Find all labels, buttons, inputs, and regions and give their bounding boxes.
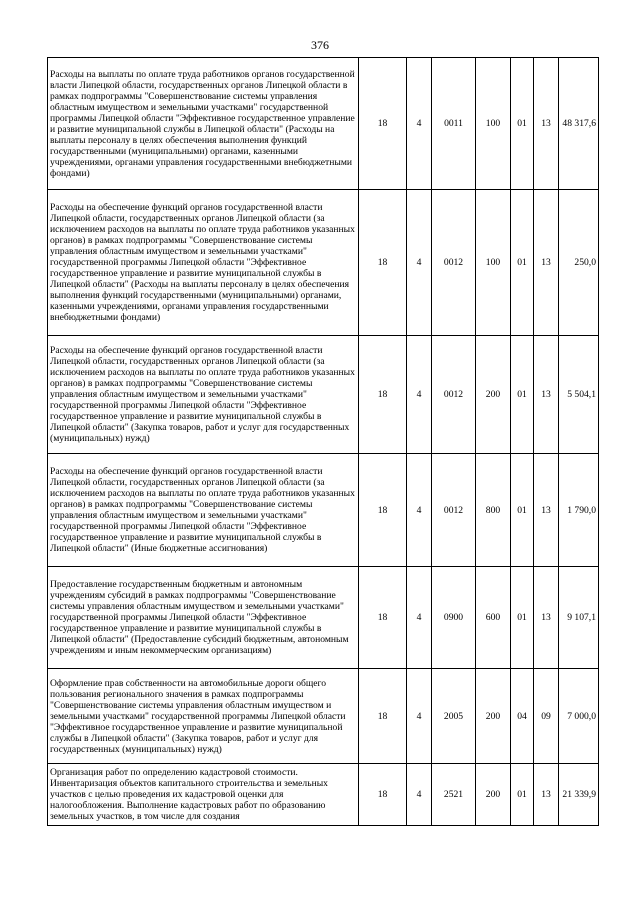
cell-subsection: 13 [534,454,559,567]
cell-expense-type: 200 [476,764,511,826]
cell-subsection: 13 [534,567,559,669]
table-row [48,336,599,454]
cell-target-article: 2521 [432,764,476,826]
cell-code-1: 18 [359,764,407,826]
cell-expense-type: 200 [476,669,511,764]
cell-code-1: 18 [359,58,407,190]
cell-target-article: 0012 [432,190,476,336]
row-description: Расходы на обеспечение функций органов государственной власти Липецкой области, государственных органов Липецкой области (за исключением расходов на выплаты по оплате труда работников указанных органов) в рамках подпрограммы "Совершенствование системы управления областным имуществом и земельными участками" государственной программы Липецкой области "Эффективное государственное управление и развитие муниципальной службы в Липецкой области" (Закупка товаров, работ и услуг для государственных (муниципальных) нужд) [48,336,359,454]
cell-code-1: 18 [359,567,407,669]
cell-target-article: 0011 [432,58,476,190]
table-row [48,764,599,826]
row-description: Предоставление государственным бюджетным и автономным учреждениям субсидий в рамках подпрограммы "Совершенствование системы управления областным имуществом и земельными участками" государственной программы Липецкой области "Эффективное государственное управление и развитие муниципальной службы в Липецкой области" (Предоставление субсидий бюджетным, автономным учреждениям и иным некоммерческим организациям) [48,567,359,669]
cell-amount: 250,0 [559,190,599,336]
cell-code-1: 18 [359,336,407,454]
cell-expense-type: 600 [476,567,511,669]
cell-subsection: 13 [534,58,559,190]
cell-expense-type: 800 [476,454,511,567]
cell-section: 01 [511,58,534,190]
cell-subsection: 09 [534,669,559,764]
budget-table [47,57,599,826]
row-description: Расходы на выплаты по оплате труда работников органов государственной власти Липецкой области, государственных органов Липецкой области в рамках подпрограммы "Совершенствование системы управления областным имуществом и земельными участками" государственной программы Липецкой области "Эффективное государственное управление и развитие муниципальной службы в Липецкой области" (Расходы на выплаты персоналу в целях обеспечения выполнения функций государственными (муниципальными) органами, казенными учреждениями, органами управления государственными внебюджетными фондами) [48,58,359,190]
cell-section: 04 [511,669,534,764]
cell-target-article: 0012 [432,454,476,567]
row-description: Расходы на обеспечение функций органов государственной власти Липецкой области, государственных органов Липецкой области (за исключением расходов на выплаты по оплате труда работников указанных органов) в рамках подпрограммы "Совершенствование системы управления областным имуществом и земельными участками" государственной программы Липецкой области "Эффективное государственное управление и развитие муниципальной службы в Липецкой области" (Расходы на выплаты персоналу в целях обеспечения выполнения функций государственными (муниципальными) органами, казенными учреждениями, органами управления государственными внебюджетными фондами) [48,190,359,336]
cell-code-2: 4 [407,58,432,190]
row-description: Организация работ по определению кадастровой стоимости. Инвентаризация объектов капитального строительства и земельных участков с целью проведения их кадастровой оценки для налогообложения. Выполнение кадастровых работ по образованию земельных участков, в том числе для создания [48,764,359,826]
cell-amount: 21 339,9 [559,764,599,826]
cell-expense-type: 100 [476,58,511,190]
cell-code-2: 4 [407,336,432,454]
cell-code-2: 4 [407,567,432,669]
cell-section: 01 [511,764,534,826]
cell-code-2: 4 [407,190,432,336]
cell-target-article: 0900 [432,567,476,669]
cell-target-article: 2005 [432,669,476,764]
cell-expense-type: 100 [476,190,511,336]
cell-subsection: 13 [534,336,559,454]
table-row [48,567,599,669]
cell-amount: 9 107,1 [559,567,599,669]
cell-code-1: 18 [359,454,407,567]
table-row [48,190,599,336]
cell-section: 01 [511,336,534,454]
cell-code-1: 18 [359,190,407,336]
table-row [48,454,599,567]
cell-section: 01 [511,454,534,567]
cell-expense-type: 200 [476,336,511,454]
page-number: 376 [311,38,329,52]
cell-amount: 1 790,0 [559,454,599,567]
cell-code-2: 4 [407,669,432,764]
row-description: Оформление прав собственности на автомобильные дороги общего пользования регионального значения в рамках подпрограммы "Совершенствование системы управления областным имуществом и земельными участками" государственной программы Липецкой области "Эффективное государственное управление и развитие муниципальной службы в Липецкой области" (Закупка товаров, работ и услуг для государственных (муниципальных) нужд) [48,669,359,764]
row-description: Расходы на обеспечение функций органов государственной власти Липецкой области, государственных органов Липецкой области (за исключением расходов на выплаты по оплате труда работников указанных органов) в рамках подпрограммы "Совершенствование системы управления областным имуществом и земельными участками" государственной программы Липецкой области "Эффективное государственное управление и развитие муниципальной службы в Липецкой области" (Иные бюджетные ассигнования) [48,454,359,567]
cell-amount: 7 000,0 [559,669,599,764]
cell-amount: 48 317,6 [559,58,599,190]
cell-section: 01 [511,567,534,669]
cell-target-article: 0012 [432,336,476,454]
table-row [48,669,599,764]
cell-code-2: 4 [407,764,432,826]
cell-code-2: 4 [407,454,432,567]
table-row [48,58,599,190]
cell-code-1: 18 [359,669,407,764]
cell-amount: 5 504,1 [559,336,599,454]
cell-section: 01 [511,190,534,336]
cell-subsection: 13 [534,764,559,826]
cell-subsection: 13 [534,190,559,336]
